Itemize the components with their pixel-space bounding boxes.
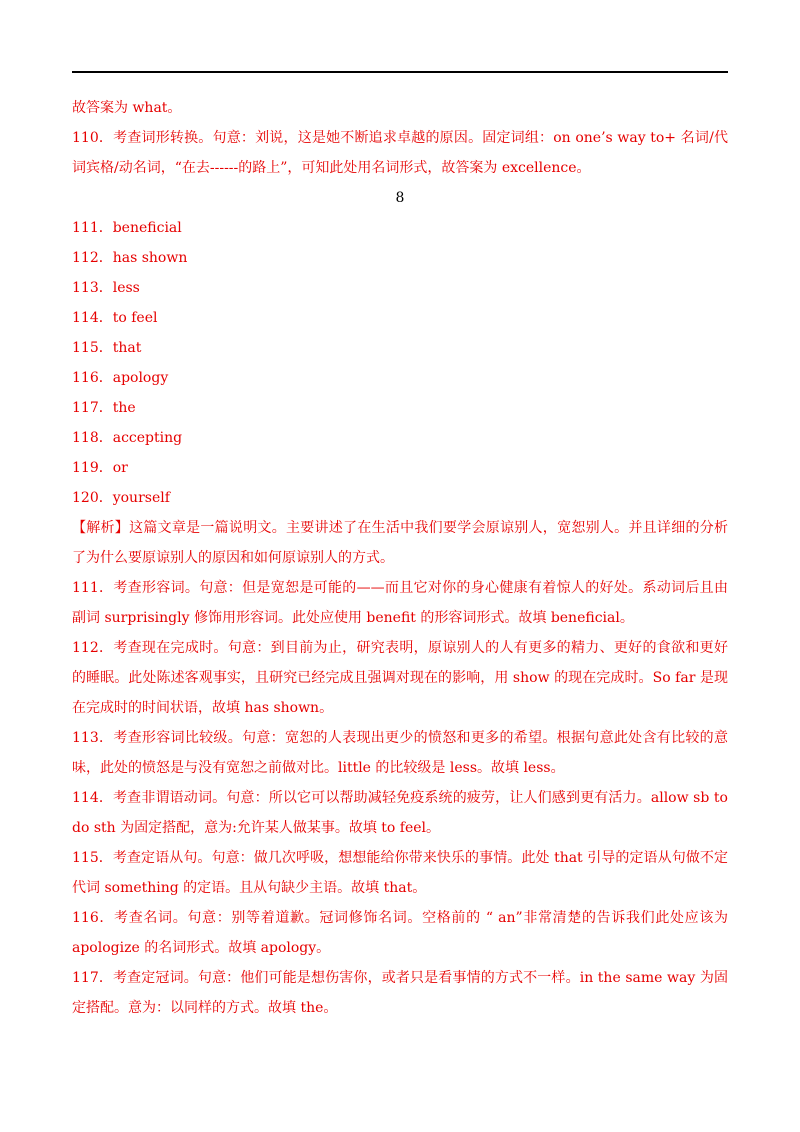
explanation-113: 113．考查形容词比较级。句意：宽恕的人表现出更少的愤怒和更多的希望。根据句意此处含有比较的意味，此处的愤怒是与没有宽恕之前做对比。little 的比较级是 less。故填 less。 xyxy=(72,730,728,776)
answer-item: 113．less xyxy=(72,280,140,296)
answer-item: 119．or xyxy=(72,460,128,476)
header-rule xyxy=(72,71,728,73)
answer-item: 118．accepting xyxy=(72,430,183,446)
answer-item: 117．the xyxy=(72,400,136,416)
explanation-114: 114．考查非谓语动词。句意：所以它可以帮助减轻免疫系统的疲劳，让人们感到更有活力。allow sb to do sth 为固定搭配，意为:允许某人做某事。故填 to feel。 xyxy=(72,790,728,836)
explanation-110: 110．考查词形转换。句意：刘说，这是她不断追求卓越的原因。固定词组：on one’s way to+ 名词/代词宾格/动名词，“在去------的路上”，可知此处用名词形式，故答案为 excellence。 xyxy=(72,130,728,176)
explanation-116: 116．考查名词。句意：别等着道歉。冠词修饰名词。空格前的 “ an”非常清楚的告诉我们此处应该为 apologize 的名词形式。故填 apology。 xyxy=(72,910,728,956)
analysis-intro: 【解析】这篇文章是一篇说明文。主要讲述了在生活中我们要学会原谅别人，宽恕别人。并且详细的分析了为什么要原谅别人的原因和如何原谅别人的方式。 xyxy=(72,520,728,566)
answer-list xyxy=(72,213,728,513)
answer-item: 115．that xyxy=(72,340,142,356)
answer-item: 120．yourself xyxy=(72,490,170,506)
answer-note-109: 故答案为 what。 xyxy=(72,100,182,116)
document-body xyxy=(72,93,728,1023)
answer-item: 111．beneficial xyxy=(72,220,182,236)
explanation-117: 117．考查定冠词。句意：他们可能是想伤害你，或者只是看事情的方式不一样。in the same way 为固定搭配。意为：以同样的方式。故填 the。 xyxy=(72,970,728,1016)
explanation-115: 115．考查定语从句。句意：做几次呼吸，想想能给你带来快乐的事情。此处 that 引导的定语从句做不定代词 something 的定语。且从句缺少主语。故填 that。 xyxy=(72,850,728,896)
answer-item: 112．has shown xyxy=(72,250,188,266)
explanation-111: 111．考查形容词。句意：但是宽恕是可能的——而且它对你的身心健康有着惊人的好处。系动词后且由副词 surprisingly 修饰用形容词。此处应使用 benefit 的形容词形式。故填 beneficial。 xyxy=(72,580,728,626)
explanation-list xyxy=(72,513,728,1023)
page-number: 8 xyxy=(395,190,405,206)
answer-item: 116．apology xyxy=(72,370,169,386)
answer-item: 114．to feel xyxy=(72,310,158,326)
explanation-112: 112．考查现在完成时。句意：到目前为止，研究表明，原谅别人的人有更多的精力、更好的食欲和更好的睡眠。此处陈述客观事实，且研究已经完成且强调对现在的影响，用 show 的现在完成时。So far 是现在完成时的时间状语，故填 has shown。 xyxy=(72,640,728,716)
